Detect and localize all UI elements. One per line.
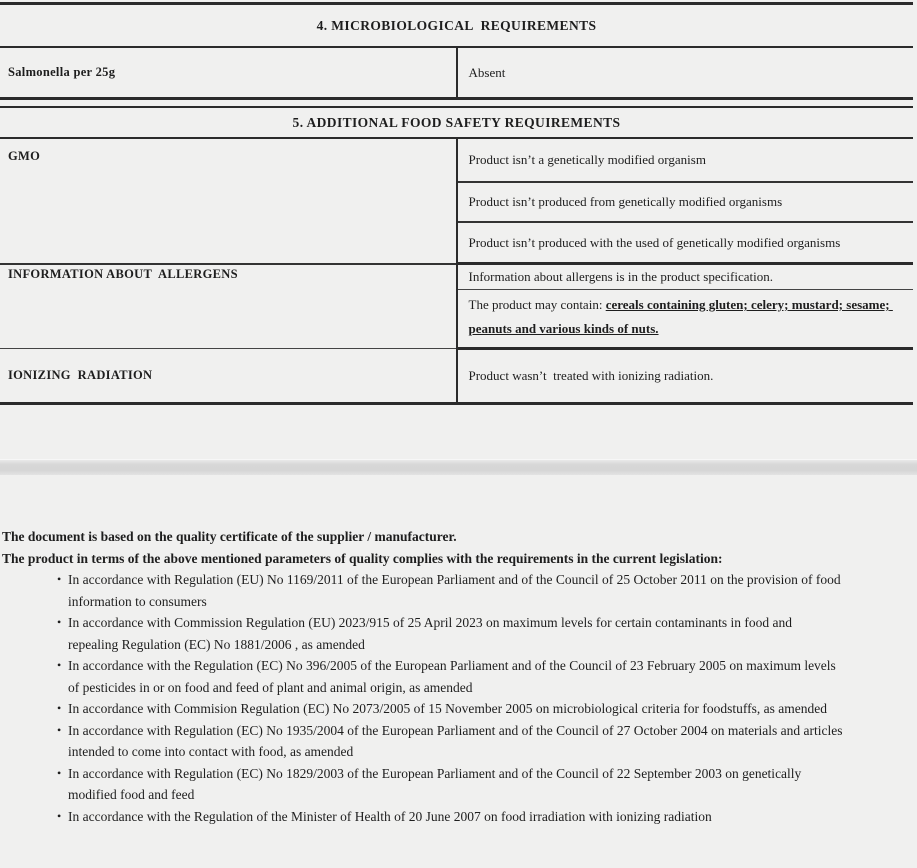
- regulation-item-4: [2, 698, 845, 720]
- salmonella-value: Absent: [468, 64, 506, 80]
- ionizing-radiation-label: IONIZING RADIATION: [0, 349, 457, 404]
- regulation-item-2: [2, 612, 845, 655]
- regulation-text: In accordance with Commision Regulation (EC) No 2073/2005 of 15 November 2005 on microbiological criteria for foodstuffs, as amended: [68, 701, 827, 716]
- legal-statements: [2, 526, 850, 827]
- statement-certificate: The document is based on the quality certificate of the supplier / manufacturer.: [2, 529, 457, 544]
- section-5-header: 5. ADDITIONAL FOOD SAFETY REQUIREMENTS: [0, 107, 913, 138]
- regulation-item-6: [2, 763, 845, 806]
- regulation-list: [2, 569, 850, 827]
- regulation-text: In accordance with Regulation (EU) No 1169/2011 of the European Parliament and of the Council of 25 October 2011 on the provision of food information to consumers: [68, 572, 841, 609]
- gmo-value-3: Product isn’t produced with the used of genetically modified organisms: [457, 222, 914, 264]
- gmo-value-1: Product isn’t a genetically modified organism: [457, 138, 914, 182]
- gmo-label: GMO: [0, 138, 457, 264]
- allergens-value-1: Information about allergens is in the product specification.: [457, 264, 914, 290]
- bullet-icon: •: [57, 765, 62, 780]
- ionizing-radiation-row: [0, 349, 913, 404]
- bullet-icon: •: [57, 701, 62, 715]
- regulation-item-5: [2, 720, 845, 763]
- gmo-value-2: Product isn’t produced from genetically modified organisms: [457, 182, 914, 222]
- section-4-header: 4. MICROBIOLOGICAL REQUIREMENTS: [0, 4, 913, 48]
- allergens-prefix: The product may contain:: [468, 297, 606, 312]
- regulation-item-3: [2, 655, 845, 698]
- salmonella-row: [0, 47, 913, 99]
- regulation-text: In accordance with Commission Regulation (EU) 2023/915 of 25 April 2023 on maximum levels for certain contaminants in food and repealing Regulation (EC) No 1881/2006 , as amended: [68, 615, 792, 652]
- bullet-icon: •: [57, 658, 62, 672]
- section-5-header-row: [0, 107, 913, 138]
- section-4-header-row: [0, 4, 913, 48]
- bullet-icon: •: [57, 722, 62, 737]
- microbiological-requirements-table: [0, 2, 913, 100]
- allergens-emphasis: cereals containing gluten; celery; mustard; sesame; peanuts and various kinds of nuts.: [468, 297, 893, 336]
- allergens-value-2: [457, 290, 914, 349]
- regulation-item-7: [2, 806, 845, 828]
- regulation-text: In accordance with Regulation (EC) No 1935/2004 of the European Parliament and of the Council of 27 October 2004 on materials and articles intended to come into contact with food, as amended: [68, 722, 843, 759]
- allergens-row-1: [0, 264, 913, 290]
- regulation-item-1: [2, 569, 845, 612]
- statement-compliance: The product in terms of the above mentioned parameters of quality complies with the requirements in the current legislation:: [2, 550, 723, 566]
- regulation-text: In accordance with the Regulation of the Minister of Health of 20 June 2007 on food irradiation with ionizing radiation: [68, 808, 712, 824]
- salmonella-label: Salmonella per 25g: [0, 47, 457, 99]
- regulation-text: In accordance with the Regulation (EC) No 396/2005 of the European Parliament and of the Council of 23 February 2005 on maximum levels of pesticides in or on food and feed of plant and animal origin, as amended: [68, 658, 836, 695]
- bullet-icon: •: [57, 572, 62, 586]
- page-separator-band: [0, 459, 917, 475]
- regulation-text: In accordance with Regulation (EC) No 1829/2003 of the European Parliament and of the Council of 22 September 2003 on genetically modified food and feed: [68, 765, 802, 802]
- additional-food-safety-table: [0, 106, 913, 405]
- bullet-icon: •: [57, 808, 62, 823]
- allergens-label: INFORMATION ABOUT ALLERGENS: [0, 264, 457, 349]
- ionizing-radiation-value: Product wasn’t treated with ionizing radiation.: [468, 368, 714, 383]
- gmo-row-1: [0, 138, 913, 182]
- bullet-icon: •: [57, 615, 62, 629]
